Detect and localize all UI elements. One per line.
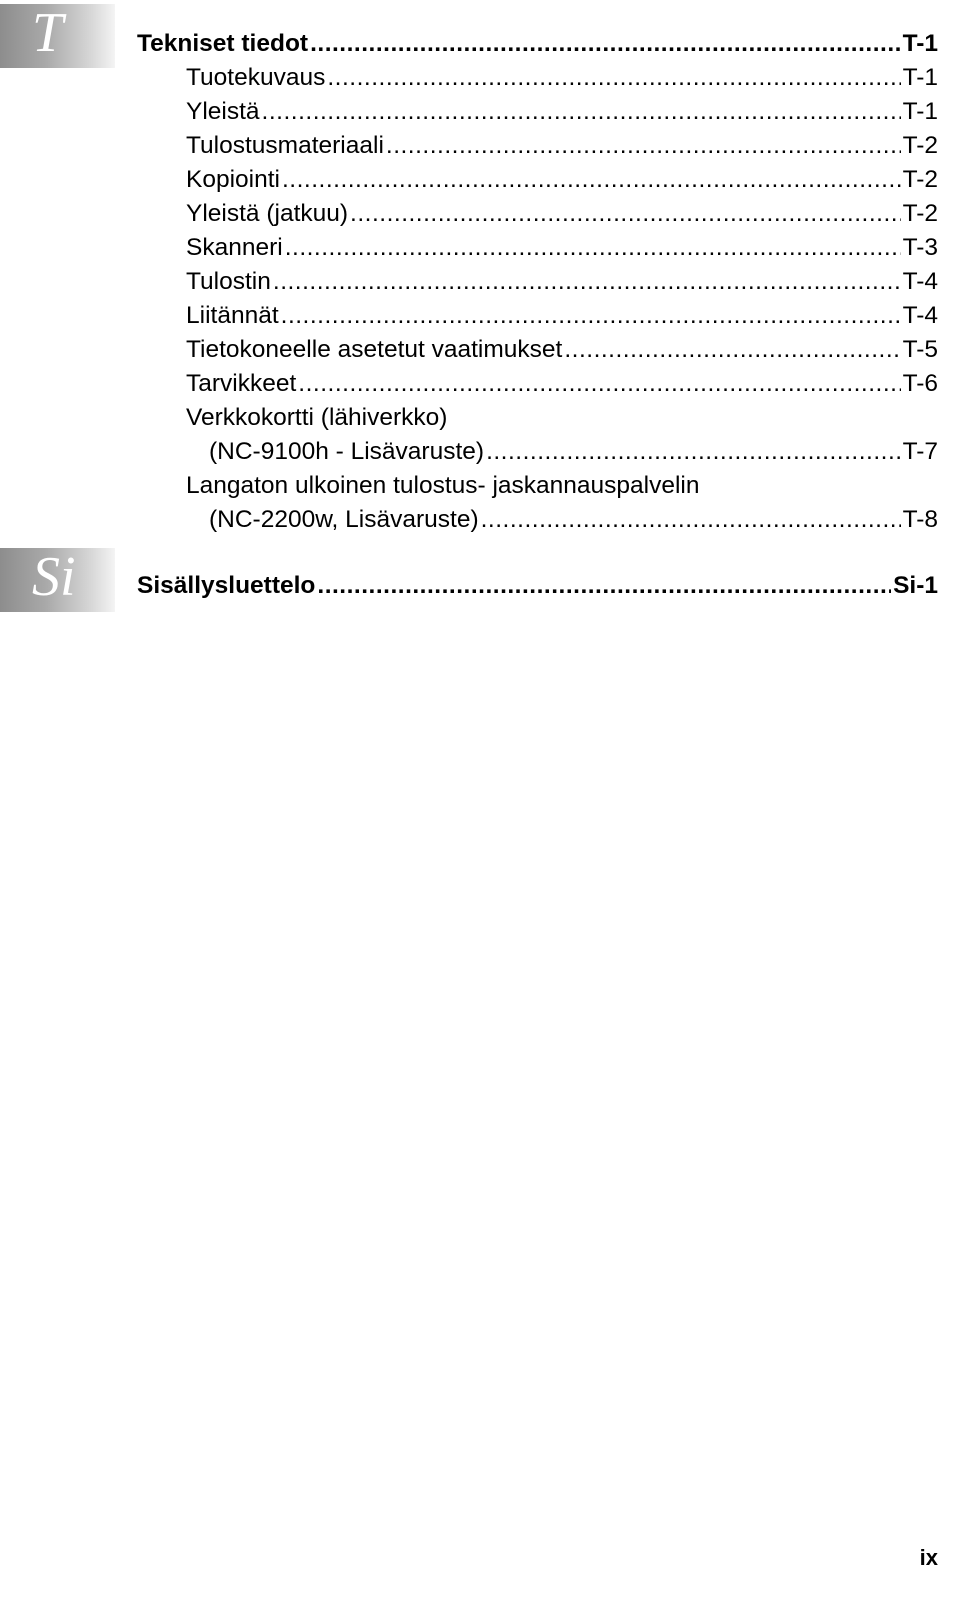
toc-leader-dots xyxy=(298,367,900,401)
toc-entry-page: T-2 xyxy=(902,166,938,193)
toc-entry-title-line1: Langaton ulkoinen tulostus- jaskannauspalvelin xyxy=(186,472,700,499)
toc-heading-sisallysluettelo[interactable] xyxy=(137,569,938,603)
toc-entry[interactable] xyxy=(186,95,938,129)
toc-entry-page: T-2 xyxy=(902,200,938,227)
toc-entry-title: Yleistä (jatkuu) xyxy=(186,200,349,227)
toc-entry-page: T-4 xyxy=(902,268,938,295)
toc-entry[interactable] xyxy=(186,299,938,333)
toc-entry[interactable] xyxy=(186,61,938,95)
toc-heading-tekniset-tiedot[interactable] xyxy=(137,27,938,61)
toc-entry-title: Kopiointi xyxy=(186,166,280,193)
toc-entry[interactable] xyxy=(186,129,938,163)
toc-leader-dots xyxy=(386,129,901,163)
toc-entry-page: T-5 xyxy=(902,336,938,363)
toc-entry[interactable] xyxy=(209,435,938,469)
section-tab-letter: Si xyxy=(32,546,76,608)
toc-entry-title: Skanneri xyxy=(186,234,283,261)
toc-entry-title: Tulostusmateriaali xyxy=(186,132,384,159)
toc-entry-page: T-4 xyxy=(902,302,938,329)
toc-heading-title: Tekniset tiedot xyxy=(137,30,309,57)
toc-leader-dots xyxy=(317,569,891,603)
toc-entry-page: T-8 xyxy=(902,506,938,533)
toc-entry-title: Tulostin xyxy=(186,268,271,295)
toc-leader-dots xyxy=(262,95,901,129)
toc-entry-title: (NC-2200w, Lisävaruste) xyxy=(209,506,479,533)
toc-entry[interactable] xyxy=(186,333,938,367)
toc-leader-dots xyxy=(481,503,901,537)
toc-heading-page: Si-1 xyxy=(893,572,938,599)
toc-entry-page: T-2 xyxy=(902,132,938,159)
toc-leader-dots xyxy=(350,197,901,231)
section-tab-t xyxy=(0,4,115,68)
toc-heading-title: Sisällysluettelo xyxy=(137,572,316,599)
toc-leader-dots xyxy=(282,163,901,197)
toc-entry-title: Tuotekuvaus xyxy=(186,64,326,91)
toc-leader-dots xyxy=(327,61,900,95)
toc-leader-dots xyxy=(281,299,901,333)
toc-entry[interactable] xyxy=(186,231,938,265)
page-number: ix xyxy=(919,1545,938,1570)
toc-leader-dots xyxy=(273,265,901,299)
toc-entry-page: T-1 xyxy=(902,64,938,91)
toc-entry[interactable] xyxy=(186,367,938,401)
toc-entry-title: Liitännät xyxy=(186,302,279,329)
toc-entry-title: (NC-9100h - Lisävaruste) xyxy=(209,438,485,465)
toc-leader-dots xyxy=(486,435,901,469)
section-tab-letter: T xyxy=(32,2,64,64)
toc-entry-page: T-6 xyxy=(902,370,938,397)
toc-entry[interactable] xyxy=(186,163,938,197)
toc-leader-dots xyxy=(285,231,901,265)
toc-entry-page: T-3 xyxy=(902,234,938,261)
toc-entry-title: Tarvikkeet xyxy=(186,370,297,397)
toc-entry-page: T-7 xyxy=(902,438,938,465)
toc-entry-page: T-1 xyxy=(902,98,938,125)
toc-entry-title: Yleistä xyxy=(186,98,260,125)
toc-entry[interactable] xyxy=(186,265,938,299)
toc-leader-dots xyxy=(564,333,900,367)
section-tab-si xyxy=(0,548,115,612)
toc-entry[interactable] xyxy=(186,197,938,231)
toc-entry-title-line1: Verkkokortti (lähiverkko) xyxy=(186,404,448,431)
toc-entry[interactable] xyxy=(209,503,938,537)
toc-leader-dots xyxy=(310,27,901,61)
toc-entry-title: Tietokoneelle asetetut vaatimukset xyxy=(186,336,563,363)
toc-heading-page: T-1 xyxy=(902,30,938,57)
